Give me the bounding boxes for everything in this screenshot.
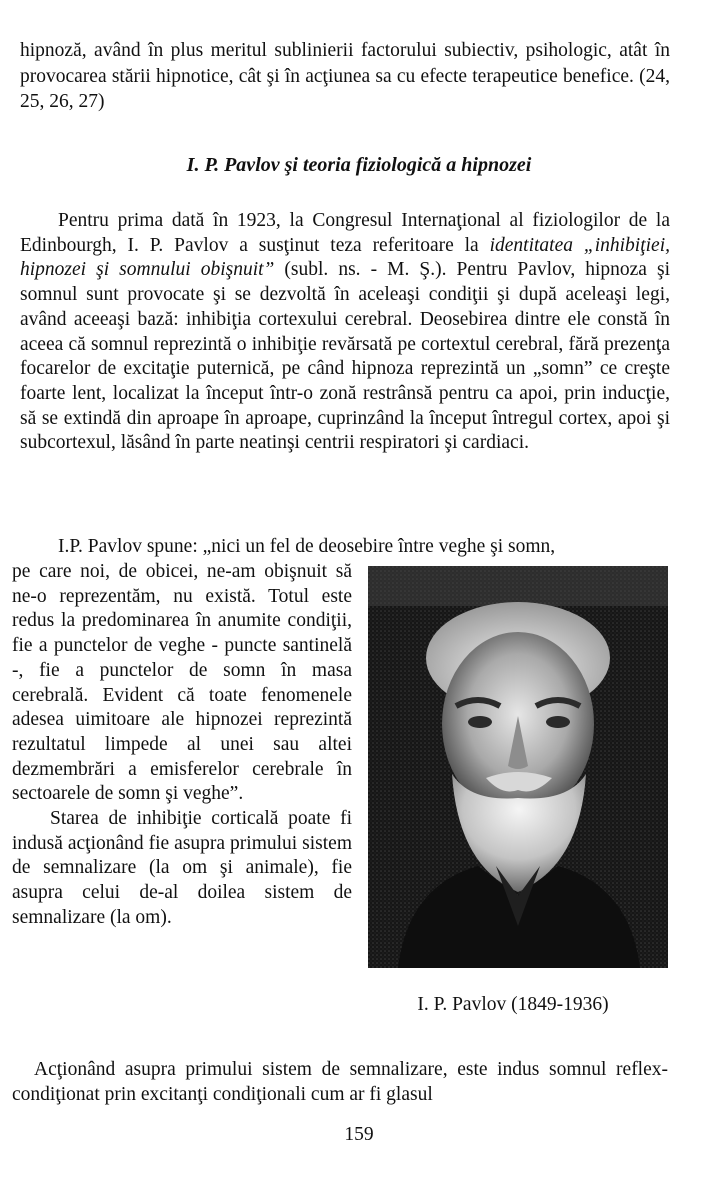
quote-paragraph: pe care noi, de obicei, ne-am obişnuit să ne-o reprezentăm, nu există. Totul este redus la predominarea în anumite condiţii, fie a punctelor de veghe - puncte santinelă -, fie a punctelor de somn în masa cerebrală. Evident că toate fenomenele adesea uimitoare ale hipnozei reprezintă rezultatul limpede al unei sau altei dezmembrări a emisferelor cerebrale în sectoarele de somn şi veghe”. [12, 561, 352, 805]
inhibition-paragraph: Starea de inhibiţie corticală poate fi indusă acţionând fie asupra primului sistem de semnalizare (la om şi animale), fie asupra celui de-al doilea sistem de semnalizare (la om). [12, 808, 352, 928]
paragraph-text-start: Pentru prima dată în 1923, la Congresul Internaţional al fiziologilor de la Edinbourgh, I. P. Pavlov a susţinut teza referitoare la [20, 210, 670, 256]
page-number: 159 [344, 1124, 374, 1145]
emphasized-quote: identitatea „inhibiţiei, hipnozei şi somnului obişnuit” [20, 234, 671, 281]
paragraph-text-end: (subl. ns. - M. Ş.). Pentru Pavlov, hipnoza şi somnul sunt provocate şi se dezvoltă în aceleaşi condiţii şi după aceleaşi legi, având aceeaşi bază: inhibiţia cortexului cerebral. Deosebirea dintre ele constă în aceea că somnul reprezintă o inhibiţie revărsată pe cortextul cerebral, fără prezenţa focarelor de excitaţie puternică, pe când hipnoza reprezintă un „somn” ce creşte foarte lent, localizat la început într-o zonă restrânsă pentru ca apoi, prin inducţie, să se extindă din aproape în aproape, cuprinzând la început întregul cortex, apoi şi subcortexul, lăsând în parte neatinşi centrii respiratori şi cardiaci. [20, 259, 671, 454]
section-title: I. P. Pavlov şi teoria fiziologică a hipnozei [186, 154, 532, 176]
portrait-illustration [368, 566, 668, 968]
signal-system-paragraph: Acţionând asupra primului sistem de semnalizare, este indus somnul reflex-condiţionat prin excitanţi condiţionali cum ar fi glasul [12, 1059, 668, 1105]
paragraph-pavlov-theory [20, 209, 670, 456]
quote-lead-line: I.P. Pavlov spune: „nici un fel de deosebire între veghe şi somn, [58, 536, 556, 557]
photo-caption: I. P. Pavlov (1849-1936) [417, 994, 609, 1015]
pavlov-portrait-photo [368, 566, 668, 968]
left-column-text [12, 560, 352, 931]
intro-paragraph: hipnoză, având în plus meritul sublinierii factorului subiectiv, psihologic, atât în provocarea stării hipnotice, cât şi în acţiunea sa cu efecte terapeutice benefice. (24, 25, 26, 27) [20, 40, 670, 112]
